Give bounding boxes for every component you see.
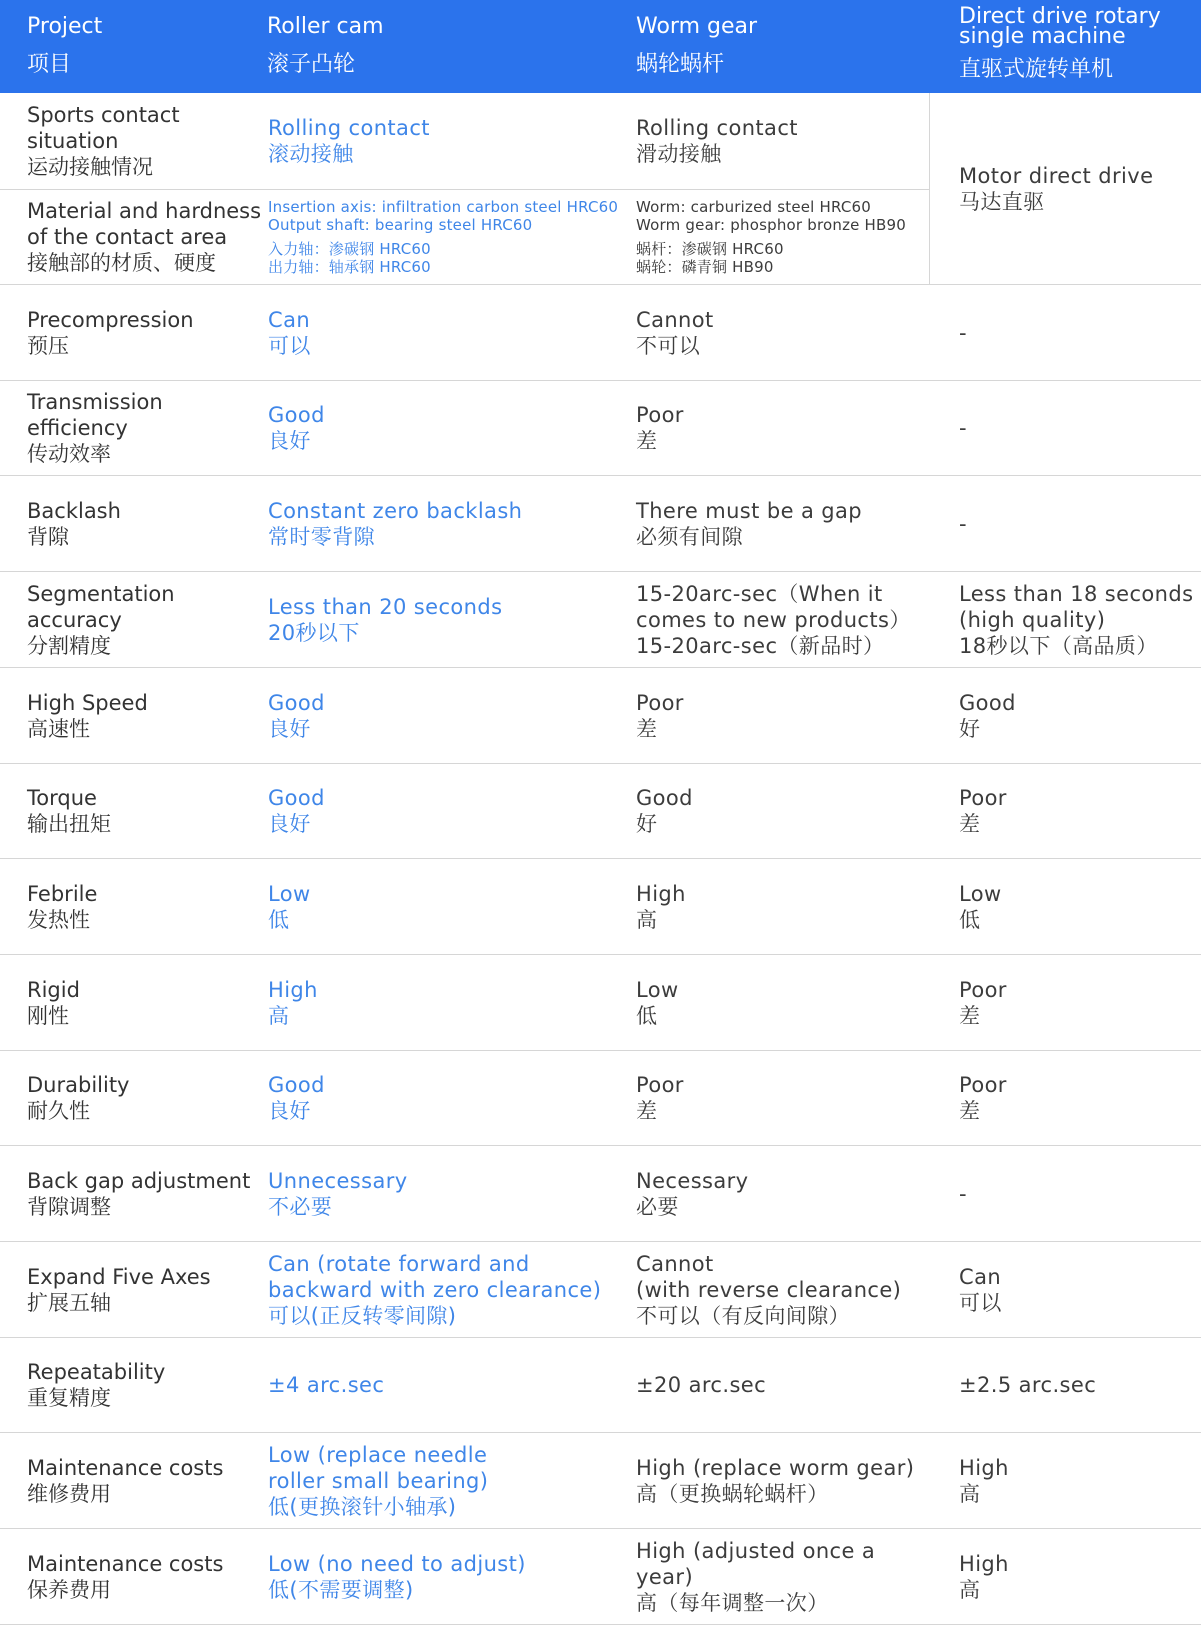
row-direct-drive — [959, 381, 1199, 475]
row-worm-gear-text: Cannot (with reverse clearance) 不可以（有反向间隙） — [636, 1251, 902, 1328]
row-item-text: Precompression 预压 — [27, 307, 194, 358]
row-worm-gear — [636, 1433, 926, 1528]
row-worm-gear-text: Poor 差 — [636, 403, 684, 453]
row-roller-cam-text: Can (rotate forward and backward with zero clearance) 可以(正反转零间隙) — [268, 1251, 602, 1328]
header-direct-drive — [959, 0, 1199, 93]
row-item-text: Repeatability 重复精度 — [27, 1360, 166, 1410]
row-direct-drive-text: Can 可以 — [959, 1264, 1002, 1315]
direct-drive-merged-cell: Motor direct drive 马达直驱 — [959, 163, 1154, 214]
row-direct-drive-text: ±2.5 arc.sec — [959, 1373, 1097, 1397]
row-roller-cam — [268, 668, 628, 763]
header-direct-zh: 直驱式旋转单机 — [959, 57, 1114, 82]
row-item — [27, 285, 262, 380]
row-roller-cam-text: Good 良好 — [268, 1073, 325, 1123]
row-worm-gear — [636, 764, 926, 858]
row-worm-gear-text: Necessary 必要 — [636, 1168, 749, 1219]
row-worm-gear — [636, 1242, 926, 1337]
row-roller-cam — [268, 1146, 628, 1241]
table-row — [0, 1529, 1201, 1625]
row-item-text: High Speed 高速性 — [27, 690, 148, 741]
row-worm-gear-text: Cannot 不可以 — [636, 307, 714, 358]
row-item — [27, 1146, 262, 1241]
row-direct-drive-text: Poor 差 — [959, 977, 1007, 1028]
row-direct-drive — [959, 1242, 1199, 1337]
row-item — [27, 381, 262, 475]
row-item — [27, 572, 262, 667]
row-direct-drive — [959, 476, 1199, 571]
row-worm-gear — [636, 381, 926, 475]
table-row — [0, 764, 1201, 859]
row-direct-drive — [959, 1146, 1199, 1241]
row-worm-gear-text: High (replace worm gear) 高（更换蜗轮蜗杆） — [636, 1455, 915, 1506]
table-row — [0, 1146, 1201, 1242]
row-worm-gear — [636, 859, 926, 954]
row-roller-cam-text: Can 可以 — [268, 307, 311, 358]
row-roller-cam-text: High 高 — [268, 977, 318, 1028]
row-roller-cam-text: Unnecessary 不必要 — [268, 1168, 408, 1219]
row-direct-drive — [959, 1051, 1199, 1145]
row-item — [27, 668, 262, 763]
table-row — [0, 93, 1201, 285]
row-item-text: Maintenance costs 维修费用 — [27, 1455, 224, 1506]
row-worm-gear-text: Poor 差 — [636, 690, 684, 741]
row-worm-gear — [636, 1051, 926, 1145]
header-worm-gear — [636, 0, 926, 93]
row-direct-drive-text: - — [959, 1181, 967, 1206]
table-row — [0, 476, 1201, 572]
row-item-text: Back gap adjustment 背隙调整 — [27, 1168, 251, 1219]
table-row — [0, 859, 1201, 955]
row-roller-cam — [268, 1529, 628, 1624]
row-roller-cam-text: ±4 arc.sec — [268, 1373, 385, 1397]
row-direct-drive-text: - — [959, 416, 967, 440]
table-row — [0, 668, 1201, 764]
table-row — [0, 381, 1201, 476]
row-worm-gear-text: Good 好 — [636, 786, 693, 836]
row-direct-drive-text: - — [959, 320, 967, 345]
row-roller-cam — [268, 859, 628, 954]
row-roller-cam — [268, 1433, 628, 1528]
row-worm-gear-text: High 高 — [636, 881, 686, 932]
row-direct-drive-text: Low 低 — [959, 881, 1002, 932]
row-roller-cam — [268, 572, 628, 667]
table-row — [0, 285, 1201, 381]
row-direct-drive — [959, 1338, 1199, 1432]
table-row — [0, 955, 1201, 1051]
header-roller-en: Roller cam — [267, 14, 384, 39]
row-direct-drive — [959, 955, 1199, 1050]
header-project — [27, 0, 247, 93]
row-worm-gear-text: ±20 arc.sec — [636, 1373, 767, 1397]
row-direct-drive — [959, 1433, 1199, 1528]
row-direct-drive-text: High 高 — [959, 1455, 1009, 1506]
row-roller-cam — [268, 381, 628, 475]
row-worm-gear — [636, 1146, 926, 1241]
row-roller-cam-text: Low (replace needle roller small bearing) 低(更换滚针小轴承) — [268, 1442, 489, 1519]
row-roller-cam-text: Constant zero backlash 常时零背隙 — [268, 498, 523, 549]
contact-item: Sports contact situation 运动接触情况 — [27, 103, 180, 179]
header-roller-zh: 滚子凸轮 — [267, 52, 356, 77]
row-item-text: Segmentation accuracy 分割精度 — [27, 581, 175, 658]
header-worm-en: Worm gear — [636, 14, 758, 39]
row-item — [27, 1433, 262, 1528]
row-item-text: Febrile 发热性 — [27, 881, 98, 932]
row-roller-cam-text: Good 良好 — [268, 786, 325, 836]
row-direct-drive — [959, 1529, 1199, 1624]
row-direct-drive-text: Poor 差 — [959, 1073, 1007, 1123]
row-roller-cam-text: Low (no need to adjust) 低(不需要调整) — [268, 1551, 526, 1602]
header-direct-en: Direct drive rotary single machine — [959, 4, 1161, 49]
row-item — [27, 955, 262, 1050]
contact-worm: Rolling contact 滑动接触 — [636, 116, 798, 166]
row-item — [27, 764, 262, 858]
row-direct-drive — [959, 668, 1199, 763]
row-item — [27, 1242, 262, 1337]
row-direct-drive — [959, 764, 1199, 858]
header-worm-zh: 蜗轮蜗杆 — [636, 52, 725, 77]
row-direct-drive — [959, 572, 1199, 667]
row-direct-drive-text: Poor 差 — [959, 786, 1007, 836]
row-roller-cam — [268, 764, 628, 858]
row-direct-drive — [959, 859, 1199, 954]
row-direct-drive-text: Good 好 — [959, 690, 1016, 741]
row-direct-drive-text: - — [959, 511, 967, 536]
row-worm-gear — [636, 476, 926, 571]
row-item — [27, 476, 262, 571]
row-worm-gear-text: There must be a gap 必须有间隙 — [636, 498, 863, 549]
row-roller-cam — [268, 1338, 628, 1432]
row-worm-gear — [636, 668, 926, 763]
row-roller-cam — [268, 1242, 628, 1337]
row-worm-gear — [636, 285, 926, 380]
row-item — [27, 1529, 262, 1624]
row-item — [27, 859, 262, 954]
material-worm: Worm: carburized steel HRC60 Worm gear: phosphor bronze HB90 蜗杆：渗碳钢 HRC60 蜗轮：磷青铜 HB90 — [636, 198, 907, 276]
row-item-text: Torque 输出扭矩 — [27, 786, 111, 836]
row-item-text: Backlash 背隙 — [27, 498, 121, 549]
table-row — [0, 572, 1201, 668]
row-worm-gear-text: Low 低 — [636, 977, 679, 1028]
row-roller-cam — [268, 476, 628, 571]
header-roller-cam — [267, 0, 607, 93]
row-direct-drive — [959, 285, 1199, 380]
row-item-text: Expand Five Axes 扩展五轴 — [27, 1264, 211, 1315]
table-row — [0, 1433, 1201, 1529]
row-roller-cam-text: Good 良好 — [268, 403, 325, 453]
row-item-text: Maintenance costs 保养费用 — [27, 1551, 224, 1602]
table-row — [0, 1338, 1201, 1433]
table-header — [0, 0, 1201, 93]
row-roller-cam-text: Good 良好 — [268, 690, 325, 741]
row-item-text: Durability 耐久性 — [27, 1073, 130, 1123]
row-direct-drive-text: Less than 18 seconds (high quality) 18秒以下（高品质） — [959, 581, 1194, 658]
row-worm-gear — [636, 955, 926, 1050]
row-worm-gear — [636, 572, 926, 667]
material-roller: Insertion axis: infiltration carbon steel HRC60 Output shaft: bearing steel HRC60 入力轴：渗碳钢 HRC60 出力轴：轴承钢 HRC60 — [268, 198, 619, 276]
header-project-zh: 项目 — [27, 52, 72, 77]
row-direct-drive-text: High 高 — [959, 1551, 1009, 1602]
table-row — [0, 1051, 1201, 1146]
row-item-text: Transmission efficiency 传动效率 — [27, 390, 163, 466]
table-row — [0, 1242, 1201, 1338]
row-roller-cam — [268, 955, 628, 1050]
material-item: Material and hardness of the contact area 接触部的材质、硬度 — [27, 199, 262, 275]
row-worm-gear-text: 15-20arc-sec（When it comes to new products） 15-20arc-sec（新品时） — [636, 581, 911, 658]
header-project-en: Project — [27, 14, 103, 39]
row-roller-cam-text: Low 低 — [268, 881, 311, 932]
row-item-text: Rigid 刚性 — [27, 977, 80, 1028]
row-item — [27, 1338, 262, 1432]
row-roller-cam — [268, 285, 628, 380]
row-item — [27, 1051, 262, 1145]
row-roller-cam-text: Less than 20 seconds 20秒以下 — [268, 594, 503, 645]
contact-roller: Rolling contact 滚动接触 — [268, 116, 430, 166]
row-worm-gear-text: High (adjusted once a year) 高（每年调整一次） — [636, 1538, 876, 1615]
row-worm-gear-text: Poor 差 — [636, 1073, 684, 1123]
row-worm-gear — [636, 1529, 926, 1624]
row-worm-gear — [636, 1338, 926, 1432]
row-roller-cam — [268, 1051, 628, 1145]
